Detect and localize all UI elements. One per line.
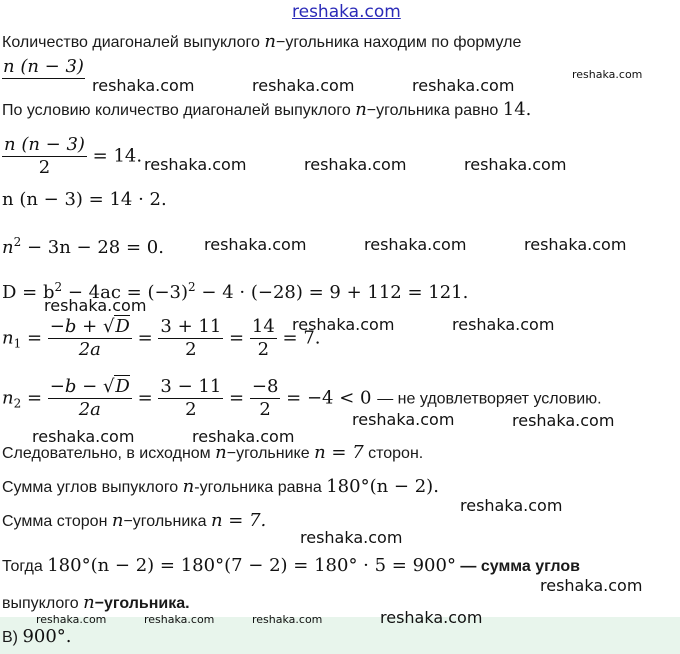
sqrt-radicand: D (115, 316, 130, 337)
equation-result: = −4 < 0 (286, 387, 372, 409)
watermark: reshaka.com (412, 76, 515, 95)
math-n: n (355, 99, 367, 120)
equation-result: = 7. (282, 327, 321, 349)
equation-2: n (n − 3) = 14 · 2. (2, 189, 167, 210)
text-segment: Следовательно, в исходном (2, 445, 211, 462)
text-segment: — не удовлетворяет условию. (377, 390, 602, 408)
fraction-numerator: n (n − 3) (4, 134, 85, 155)
math-inline: n = 7. (210, 510, 267, 531)
text-segment: −угольника равно (366, 102, 499, 119)
equation-n2: $n_2$ = $\frac{-b - √D}{2a}$ = $\frac{3 - 11}{2}$ = $\frac{-8}{2}$ = −4 < 0 — не удовлетворяет условию. (2, 376, 602, 420)
answer-value: 900°. (22, 626, 72, 647)
text-segment: По условию количество диагоналей выпуклого (2, 102, 351, 119)
text-segment: -угольника равна (194, 479, 322, 496)
fraction (158, 378, 223, 419)
watermark: reshaka.com (524, 235, 627, 254)
formula-diagonals (2, 58, 85, 84)
text-segment: Сумма сторон (2, 513, 108, 530)
fraction (2, 136, 87, 177)
exponent: 2 (188, 280, 196, 294)
math-inline: 180°(n − 2). (326, 476, 439, 497)
equation-3 (2, 236, 164, 257)
math-n: n (182, 476, 195, 497)
fraction-numerator: n (n − 3) (3, 58, 84, 77)
text-bold: — сумма углов (460, 558, 580, 575)
watermark: reshaka.com (92, 76, 195, 95)
watermark: reshaka.com (252, 76, 355, 95)
math-n: n (83, 592, 95, 613)
text-line-result-cont (2, 594, 190, 612)
watermark: reshaka.com (380, 608, 483, 627)
fraction-denominator: 2 (185, 399, 197, 420)
watermark: reshaka.com (36, 613, 107, 626)
watermark: reshaka.com (144, 613, 215, 626)
text-segment: −угольника (123, 513, 207, 530)
watermark: reshaka.com (252, 613, 323, 626)
text-segment: Сумма углов выпуклого (2, 479, 179, 496)
equation-rhs: = 14. (92, 145, 143, 167)
fraction-denominator: 2 (259, 399, 271, 420)
watermark: reshaka.com (300, 528, 403, 547)
watermark: reshaka.com (572, 68, 643, 81)
watermark: reshaka.com (292, 315, 395, 334)
math-n: n (264, 31, 276, 52)
fraction: $\frac{-b + √D}{2a}$ (49, 316, 130, 360)
fraction-numerator: −8 (251, 376, 279, 397)
math-value: 14. (502, 99, 532, 120)
equation-part: − 4 · (−28) = 9 + 112 = 121. (201, 282, 469, 303)
exponent: 2 (54, 280, 63, 294)
watermark: reshaka.com (32, 427, 135, 446)
text-line-1 (2, 33, 521, 51)
fraction (158, 318, 223, 359)
text-line-result (2, 557, 580, 575)
equation-part: − 4ac = (−3) (67, 282, 189, 303)
subscript: 2 (13, 396, 22, 411)
math-inline: 180°(n − 2) = 180°(7 − 2) = 180° · 5 = 900° (47, 555, 456, 576)
math-n: n (2, 237, 14, 258)
fraction-numerator: −b − (49, 376, 98, 397)
fraction (250, 318, 277, 359)
equation-part: D = b (2, 282, 55, 303)
equation-rest: − 3n − 28 = 0. (26, 237, 164, 258)
equation-1 (2, 136, 142, 177)
math-n: n (2, 387, 14, 409)
sqrt-radicand: D (115, 376, 130, 397)
text-segment: Тогда (2, 558, 43, 575)
fraction: $\frac{-b - √D}{2a}$ (49, 376, 130, 420)
watermark: reshaka.com (452, 315, 555, 334)
text-segment: сторон. (368, 445, 424, 462)
watermark: reshaka.com (512, 411, 615, 430)
watermark: reshaka.com (192, 427, 295, 446)
fraction-denominator: 2 (257, 339, 270, 360)
text-segment: −угольнике (226, 445, 310, 462)
fraction (250, 378, 281, 419)
watermark: reshaka.com (364, 235, 467, 254)
fraction-denominator: 2a (78, 399, 101, 420)
text-line-sides (2, 512, 266, 530)
answer-line (2, 628, 72, 646)
text-bold: −угольника. (94, 595, 190, 612)
watermark: reshaka.com (44, 296, 147, 315)
text-line-conclusion (2, 444, 423, 462)
watermark: reshaka.com (304, 155, 407, 174)
equation-n1: $n_1$ = $\frac{-b + √D}{2a}$ = $\frac{3 + 11}{2}$ = $\frac{14}{2}$ = 7. (2, 316, 321, 360)
watermark: reshaka.com (464, 155, 567, 174)
watermark: reshaka.com (352, 410, 455, 429)
subscript: 1 (13, 336, 22, 351)
math-n: n (215, 442, 227, 463)
text-segment: −угольника находим по формуле (275, 34, 522, 51)
text-line-angle-sum (2, 478, 439, 496)
fraction-denominator: 2 (38, 157, 51, 178)
text-segment: выпуклого (2, 595, 79, 612)
text-line-3 (2, 101, 531, 119)
math-n: n (111, 510, 124, 531)
text-segment: Количество диагоналей выпуклого (2, 34, 260, 51)
fraction-denominator: 2 (185, 339, 197, 360)
fraction-numerator: 3 − 11 (160, 376, 222, 397)
watermark-link[interactable]: reshaka.com (292, 2, 401, 22)
fraction-numerator: 3 + 11 (160, 316, 222, 337)
math-inline: n = 7 (314, 442, 364, 463)
watermark: reshaka.com (144, 155, 247, 174)
watermark: reshaka.com (204, 235, 307, 254)
fraction-numerator: −b + (49, 316, 98, 337)
fraction-denominator: 2a (78, 339, 101, 360)
answer-label: В) (2, 629, 18, 646)
watermark: reshaka.com (460, 496, 563, 515)
fraction-numerator: 14 (251, 316, 275, 337)
exponent: 2 (13, 235, 22, 249)
math-n: n (2, 327, 14, 349)
watermark: reshaka.com (540, 576, 643, 595)
